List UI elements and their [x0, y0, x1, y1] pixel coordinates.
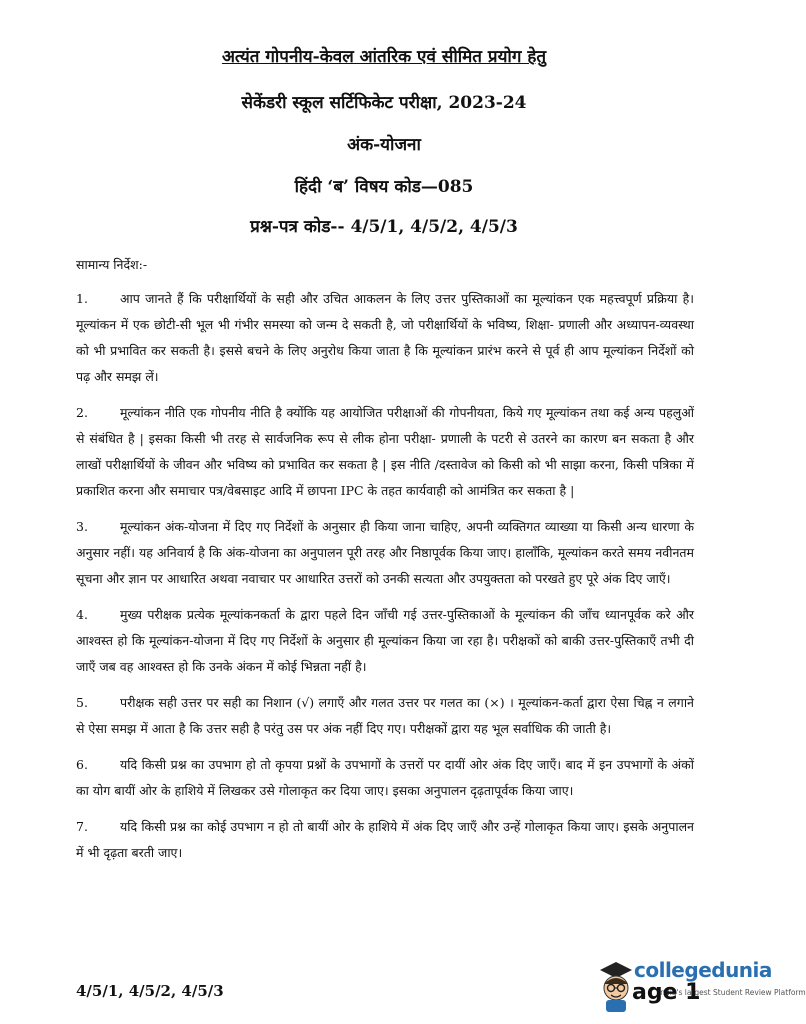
instruction-text: यदि किसी प्रश्न का कोई उपभाग न हो तो बायीं ओर के हाशिये में अंक दिए जाएँ और उन्हें गोलाकृत किया जाए। इसके अनुपालन में भी दृढ़ता बरती जाए। — [76, 819, 694, 860]
collegedunia-logo — [594, 956, 806, 1016]
subject-code: हिंदी ‘ब’ विषय कोड—085 — [294, 177, 474, 197]
instruction-text: यदि किसी प्रश्न का उपभाग हो तो कृपया प्रश्नों के उपभागों के उत्तरों पर दायीं ओर अंक दिए जाएँ। बाद में इन उपभागों के अंकों का योग बायीं ओर के हाशिये में लिखकर उसे गोलाकृत कर दिया जाए। इसका अनुपालन दृढ़तापूर्वक किया जाए। — [76, 757, 694, 798]
instruction-number: 6. — [76, 757, 88, 772]
mascot-icon — [596, 958, 636, 1014]
instruction-text: मूल्यांकन नीति एक गोपनीय नीति है क्योंकि यह आयोजित परीक्षाओं की गोपनीयता, किये गए मूल्यांकन तथा कई अन्य पहलुओं से संबंधित है | इसका किसी भी तरह से सार्वजनिक रूप से लीक होना परीक्षा- प्रणाली के पटरी से उतरने का कारण बन सकता है और लाखों परीक्षार्थियों के जीवन और भविष्य को प्रभावित कर सकता है | इस नीति /दस्तावेज को किसी को भी साझा करना, किसी पत्रिका में प्रकाशित करना और समाचार पत्र/वेबसाइट आदि में छापना IPC के तहत कार्यवाही को आमंत्रित कर सकता है | — [76, 405, 694, 498]
instructions-list — [76, 286, 694, 876]
instruction-text: मूल्यांकन अंक-योजना में दिए गए निर्देशों के अनुसार ही किया जाना चाहिए, अपनी व्यक्तिगत व्याख्या या किसी अन्य धारणा के अनुसार नहीं। यह अनिवार्य है कि अंक-योजना का अनुपालन पूरी तरह और निष्ठापूर्वक किया जाए। हालाँकि, मूल्यांकन करते समय नवीनतम सूचना और ज्ञान पर आधारित अथवा नवाचार पर आधारित उत्तरों को उनकी सत्यता और उपयुक्तता को परखते हुए पूरे अंक दिए जाएँ। — [76, 519, 694, 586]
instruction-text: आप जानते हैं कि परीक्षार्थियों के सही और उचित आकलन के लिए उत्तर पुस्तिकाओं का मूल्यांकन एक महत्त्वपूर्ण प्रक्रिया है। मूल्यांकन में एक छोटी-सी भूल भी गंभीर समस्या को जन्म दे सकती है, जो परीक्षार्थियों के भविष्य, शिक्षा- प्रणाली और अध्यापन-व्यवस्था को भी प्रभावित कर सकती है। इससे बचने के लिए अनुरोध किया जाता है कि मूल्यांकन प्रारंभ करने से पूर्व ही आप मूल्यांकन निर्देशों को पढ़ और समझ लें। — [76, 291, 694, 384]
instruction-item — [76, 514, 694, 592]
instruction-number: 5. — [76, 695, 88, 710]
scheme-title: अंक-योजना — [347, 135, 421, 155]
instruction-text: मुख्य परीक्षक प्रत्येक मूल्यांकनकर्ता के द्वारा पहले दिन जाँची गई उत्तर-पुस्तिकाओं के मूल्यांकन की जाँच ध्यानपूर्वक करे और आश्वस्त हो कि मूल्यांकन-योजना में दिए गए निर्देशों के अनुसार ही मूल्यांकन किया जा रहा है। परीक्षकों को बाकी उत्तर-पुस्तिकाएँ तभी दी जाएँ जब वह आश्वस्त हो कि उनके अंकन में कोई भिन्नता नहीं है। — [76, 607, 694, 674]
instruction-item — [76, 814, 694, 866]
instruction-number: 2. — [76, 405, 88, 420]
logo-wordmark: collegedunia — [634, 958, 772, 982]
general-instructions-label: सामान्य निर्देश:- — [76, 257, 148, 272]
exam-title: सेकेंडरी स्कूल सर्टिफिकेट परीक्षा, 2023-24 — [241, 93, 527, 113]
instruction-item — [76, 400, 694, 504]
confidential-heading: अत्यंत गोपनीय-केवल आंतरिक एवं सीमित प्रयोग हेतु — [221, 47, 547, 67]
instruction-number: 4. — [76, 607, 88, 622]
instruction-text: परीक्षक सही उत्तर पर सही का निशान (√) लगाएँ और गलत उत्तर पर गलत का (×) । मूल्यांकन-कर्ता द्वारा ऐसा चिह्न न लगाने से ऐसा समझ में आता है कि उत्तर सही है परंतु उस पर अंक नहीं दिए गए। परीक्षकों द्वारा यह भूल सर्वाधिक की जाती है। — [76, 695, 694, 736]
instruction-item — [76, 752, 694, 804]
instruction-number: 1. — [76, 291, 88, 306]
paper-code: प्रश्न-पत्र कोड-- 4/5/1, 4/5/2, 4/5/3 — [250, 217, 518, 237]
instruction-number: 7. — [76, 819, 88, 834]
instruction-item — [76, 602, 694, 680]
footer-paper-code: 4/5/1, 4/5/2, 4/5/3 — [76, 982, 224, 1000]
instruction-item — [76, 286, 694, 390]
instruction-item — [76, 690, 694, 742]
logo-tagline: India's largest Student Review Platform — [658, 988, 806, 997]
instruction-number: 3. — [76, 519, 88, 534]
page-number: age 1 — [632, 980, 701, 1005]
